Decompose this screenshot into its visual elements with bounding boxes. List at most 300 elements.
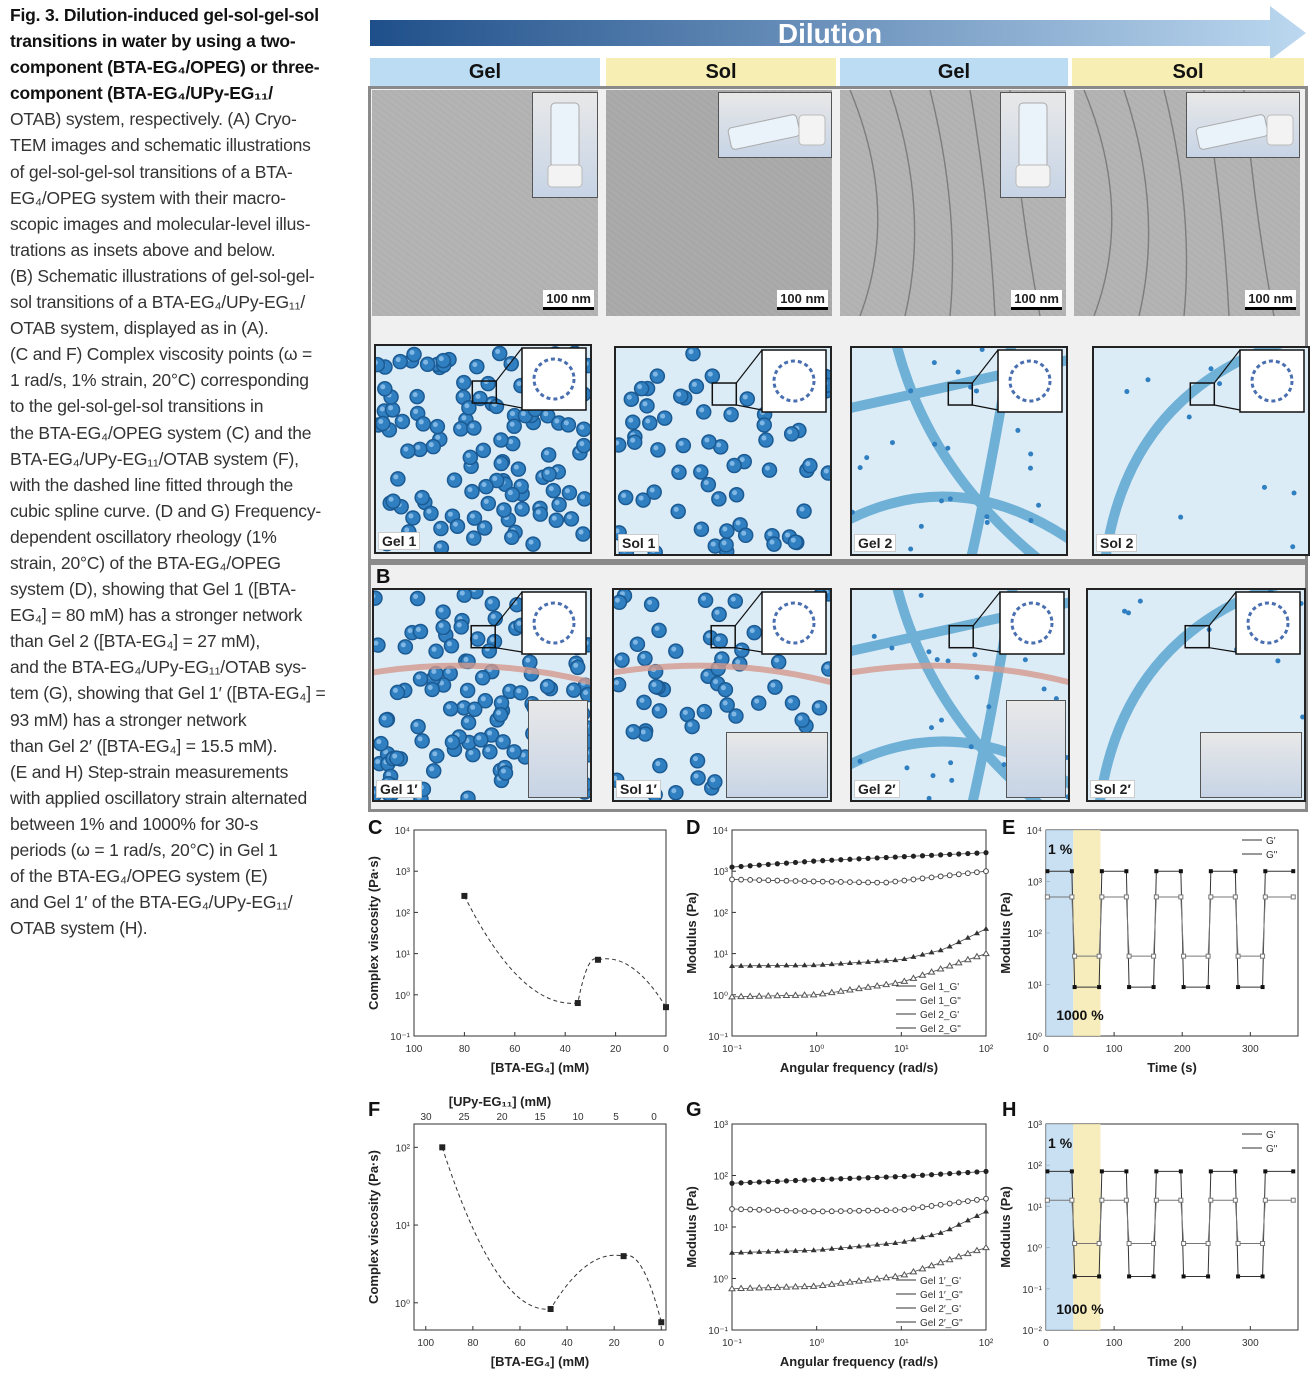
y-axis-label: Complex viscosity (Pa·s) [366, 1150, 381, 1304]
data-point [965, 871, 970, 876]
y-tick-label: 10³ [713, 1120, 728, 1131]
y-tick-label: 10¹ [395, 949, 410, 961]
data-point [775, 1208, 780, 1213]
data-point [1263, 1198, 1267, 1202]
chart-h [998, 1099, 1298, 1369]
caption-line: than Gel 2′ ([BTA-EG₄] = 15.5 mM). [10, 735, 278, 756]
vial-photo-inset [532, 92, 598, 198]
x-tick-label: 0 [1043, 1044, 1049, 1055]
data-point [658, 1319, 664, 1325]
figure-panels [366, 0, 1312, 820]
x-tick-label: 10¹ [894, 1338, 909, 1349]
caption-line: with the dashed line fitted through the [10, 474, 294, 495]
data-point [956, 1200, 961, 1205]
data-point [1124, 869, 1128, 873]
y-axis-label: Complex viscosity (Pa·s) [366, 856, 381, 1010]
data-point [838, 1176, 843, 1181]
x-axis-label: Angular frequency (rad/s) [779, 1354, 939, 1369]
data-point [1045, 1198, 1049, 1202]
data-point [784, 1208, 789, 1213]
data-point [802, 992, 808, 997]
data-point [1206, 1274, 1210, 1278]
phase-label-1: Gel [370, 58, 600, 86]
data-point [920, 1173, 925, 1178]
data-point [829, 858, 834, 863]
x-top-tick-label: 5 [613, 1112, 619, 1123]
y-tick-label: 10⁴ [1026, 826, 1042, 837]
cryo-tem-image-3 [840, 90, 1066, 316]
data-point [893, 1174, 898, 1179]
data-point [775, 878, 780, 883]
state-label: Sol 1′ [616, 780, 661, 798]
a-schematic-3 [850, 346, 1068, 556]
caption-line: BTA-EG₄/UPy-EG₁₁/OTAB system (F), [10, 448, 299, 469]
a-schematic-4 [1092, 346, 1310, 556]
x-axis-label: Angular frequency (rad/s) [779, 1060, 939, 1075]
chart-d [684, 818, 994, 1075]
data-point [729, 1181, 734, 1186]
x-tick-label: 100 [405, 1044, 423, 1055]
y-tick-label: 10¹ [395, 1221, 410, 1233]
data-point [811, 859, 816, 864]
data-point [729, 864, 734, 869]
data-point [1233, 1198, 1237, 1202]
data-point [730, 877, 735, 882]
data-point [738, 994, 744, 999]
data-point [947, 1171, 952, 1176]
data-point [938, 874, 943, 879]
caption-line: the BTA-EG₄/OPEG system (C) and the [10, 422, 312, 443]
data-point [1152, 985, 1156, 989]
x-tick-label: 20 [608, 1338, 620, 1349]
caption-line: OTAB system (H). [10, 918, 148, 939]
legend-entry: G' [1266, 836, 1276, 847]
x-tick-label: 0 [658, 1338, 665, 1349]
data-point [893, 879, 898, 884]
data-point [1100, 895, 1104, 899]
vial-photo-inset [1200, 732, 1302, 798]
caption-line: with applied oscillatory strain alternated [10, 787, 308, 808]
data-point [1152, 1274, 1156, 1278]
data-point [947, 852, 952, 857]
data-point [747, 1285, 753, 1290]
data-point [1152, 1241, 1156, 1245]
b-schematic-2 [612, 588, 832, 802]
data-point [947, 1226, 953, 1231]
chart-panel-letter: H [1002, 1099, 1017, 1121]
data-point [784, 861, 789, 866]
data-point [911, 854, 916, 859]
data-point [766, 1208, 771, 1213]
legend-entry: G" [1266, 850, 1278, 861]
annotation-1pct: 1 % [1048, 841, 1073, 857]
data-point [1179, 869, 1183, 873]
data-point [756, 1285, 762, 1290]
data-point [856, 856, 861, 861]
data-point [766, 878, 771, 883]
data-point [1236, 1274, 1240, 1278]
data-point [829, 1209, 834, 1214]
data-point [774, 963, 780, 968]
data-point [747, 993, 753, 998]
data-point [838, 1209, 843, 1214]
data-point [1124, 895, 1128, 899]
data-point [1124, 1198, 1128, 1202]
data-point [461, 893, 467, 899]
data-point [1097, 985, 1101, 989]
data-point [820, 879, 825, 884]
data-point [748, 1207, 753, 1212]
data-point [1209, 895, 1213, 899]
data-point [884, 855, 889, 860]
data-point [1127, 954, 1131, 958]
dilution-arrow [370, 6, 1306, 60]
data-point [784, 1178, 789, 1183]
data-point [838, 880, 843, 885]
data-point [1070, 895, 1074, 899]
y-tick-label: 10⁰ [394, 1298, 410, 1310]
data-point [793, 860, 798, 865]
caption-line: trations as insets above and below. [10, 239, 276, 260]
data-point [621, 1253, 627, 1259]
legend-entry: Gel 1_G" [920, 996, 961, 1007]
data-point [938, 1202, 943, 1207]
state-label: Gel 1′ [376, 780, 422, 798]
data-point [783, 993, 789, 998]
data-point [774, 1284, 780, 1289]
scale-bar: 100 nm [1011, 290, 1062, 310]
schematic-drawing [376, 346, 590, 552]
data-point [983, 951, 989, 956]
caption-line: EG₄] = 80 mM) has a stronger network [10, 605, 303, 626]
x-tick-label: 10⁰ [809, 1338, 825, 1349]
legend-entry: Gel 1′_G' [920, 1276, 962, 1287]
vial-photo-inset [528, 700, 588, 798]
charts-area [366, 818, 1312, 1374]
data-point [920, 876, 925, 881]
scale-bar: 100 nm [777, 290, 828, 310]
data-point [857, 880, 862, 885]
caption-line: of gel-sol-gel-sol transitions of a BTA- [10, 161, 293, 182]
x-tick-label: 10⁻¹ [722, 1044, 742, 1055]
data-point [802, 1248, 808, 1253]
data-point [965, 1170, 970, 1175]
chart-panel-letter: D [686, 818, 701, 839]
data-point [1073, 1241, 1077, 1245]
data-point [929, 1172, 934, 1177]
legend-entry: Gel 2_G" [920, 1024, 961, 1035]
data-point [811, 1209, 816, 1214]
data-point [1045, 869, 1049, 873]
data-point [1291, 1198, 1295, 1202]
y-tick-label: 10⁻¹ [1022, 1284, 1042, 1296]
y-tick-label: 10² [713, 1171, 728, 1183]
data-point [875, 1175, 880, 1180]
data-point [1179, 895, 1183, 899]
data-point [1236, 954, 1240, 958]
caption-line: between 1% and 1000% for 30-s [10, 813, 259, 834]
data-point [793, 1209, 798, 1214]
data-point [1182, 1274, 1186, 1278]
data-point [911, 1206, 916, 1211]
schematic-drawing [852, 348, 1066, 554]
data-point [902, 1174, 907, 1179]
caption-line: (E and H) Step-strain measurements [10, 761, 289, 782]
data-point [784, 878, 789, 883]
data-point [747, 1249, 753, 1254]
cryo-tem-image-4 [1074, 90, 1300, 316]
caption-line: strain, 20°C) of the BTA-EG₄/OPEG [10, 552, 281, 573]
data-point [965, 851, 970, 856]
data-point [875, 855, 880, 860]
y-tick-label: 10⁴ [394, 826, 410, 837]
data-point [1261, 985, 1265, 989]
data-point [975, 870, 980, 875]
data-point [875, 1208, 880, 1213]
data-point [757, 878, 762, 883]
data-point [729, 963, 735, 968]
data-point [1233, 869, 1237, 873]
data-point [893, 854, 898, 859]
data-point [1263, 1169, 1267, 1173]
data-point [1097, 1241, 1101, 1245]
data-point [983, 926, 989, 931]
data-point [911, 877, 916, 882]
x-top-tick-label: 10 [572, 1112, 584, 1123]
y-tick-label: 10⁻² [1022, 1326, 1042, 1337]
data-point [956, 939, 962, 944]
state-label: Gel 2′ [854, 780, 900, 798]
data-point [947, 1201, 952, 1206]
vial-icon [1001, 93, 1065, 197]
data-point [811, 879, 816, 884]
state-label: Gel 1 [378, 532, 420, 550]
data-point [1261, 1274, 1265, 1278]
data-point [793, 962, 799, 967]
x-top-axis-label: [UPy-EG₁₁] (mM) [448, 1094, 552, 1109]
data-point [1073, 985, 1077, 989]
caption-line: sol transitions of a BTA-EG₄/UPy-EG₁₁/ [10, 292, 306, 313]
data-point [866, 880, 871, 885]
data-point [663, 1004, 669, 1010]
state-label: Sol 2 [1096, 534, 1137, 552]
data-point [1206, 954, 1210, 958]
y-tick-label: 10³ [1027, 1120, 1042, 1131]
data-point [938, 1172, 943, 1177]
x-top-tick-label: 15 [534, 1112, 546, 1123]
data-point [748, 877, 753, 882]
data-point [1261, 954, 1265, 958]
annotation-1pct: 1 % [1048, 1135, 1073, 1151]
y-axis-label: Modulus (Pa) [998, 892, 1013, 974]
x-tick-label: 10² [978, 1338, 994, 1349]
x-tick-label: 300 [1241, 1044, 1259, 1055]
caption-line: transitions in water by using a two- [10, 31, 296, 52]
data-point [793, 879, 798, 884]
data-point [439, 1144, 445, 1150]
legend-entry: Gel 1_G' [920, 982, 960, 993]
vial-photo-inset [1186, 92, 1300, 158]
data-point [783, 962, 789, 967]
data-point [938, 852, 943, 857]
state-label: Sol 2′ [1090, 780, 1135, 798]
x-tick-label: 40 [561, 1338, 573, 1349]
schematic-drawing [1094, 348, 1308, 554]
legend-entry: Gel 2′_G" [920, 1318, 963, 1329]
data-point [1182, 954, 1186, 958]
b-schematic-1 [372, 588, 592, 802]
data-point [1100, 1169, 1104, 1173]
y-tick-label: 10⁰ [712, 990, 728, 1002]
data-point [1154, 1169, 1158, 1173]
data-point [1152, 954, 1156, 958]
data-point [765, 963, 771, 968]
caption-line: dependent oscillatory rheology (1% [10, 526, 277, 547]
spline-fit [442, 1147, 661, 1322]
data-point [1127, 1274, 1131, 1278]
data-point [756, 1249, 762, 1254]
data-point [1291, 1169, 1295, 1173]
x-tick-label: 80 [467, 1338, 479, 1349]
data-point [857, 1208, 862, 1213]
data-point [838, 857, 843, 862]
y-tick-label: 10⁰ [394, 990, 410, 1002]
caption-line: 1 rad/s, 1% strain, 20°C) corresponding [10, 370, 309, 391]
data-point [902, 854, 907, 859]
data-point [783, 1284, 789, 1289]
x-top-tick-label: 30 [420, 1112, 432, 1123]
data-point [747, 963, 753, 968]
data-point [847, 1176, 852, 1181]
spline-fit [464, 896, 666, 1007]
scale-bar: 100 nm [543, 290, 594, 310]
x-tick-label: 100 [1105, 1044, 1123, 1055]
x-tick-label: 40 [559, 1044, 571, 1055]
y-tick-label: 10² [1027, 929, 1042, 940]
data-point [1127, 985, 1131, 989]
data-point [1045, 895, 1049, 899]
data-point [820, 1177, 825, 1182]
data-point [1291, 869, 1295, 873]
y-tick-label: 10¹ [1027, 1202, 1042, 1214]
data-point [956, 851, 961, 856]
data-point [1045, 1169, 1049, 1173]
caption-line: component (BTA-EG₄/UPy-EG₁₁/ [10, 83, 273, 104]
data-point [738, 963, 744, 968]
data-point [757, 1179, 762, 1184]
data-point [974, 1169, 979, 1174]
data-point [965, 1199, 970, 1204]
data-point [1209, 1198, 1213, 1202]
data-point [820, 1209, 825, 1214]
data-point [956, 1222, 962, 1227]
x-tick-label: 100 [1105, 1338, 1123, 1349]
data-point [793, 1284, 799, 1289]
x-tick-label: 10² [978, 1044, 994, 1055]
x-tick-label: 0 [1043, 1338, 1049, 1349]
data-point [775, 861, 780, 866]
data-point [548, 1306, 554, 1312]
data-point [811, 962, 817, 967]
data-point [1073, 954, 1077, 958]
data-point [856, 1175, 861, 1180]
y-tick-label: 10² [1027, 1161, 1042, 1173]
data-point [893, 1208, 898, 1213]
data-point [1209, 869, 1213, 873]
phase-label-4: Sol [1072, 58, 1304, 86]
y-tick-label: 10¹ [713, 1223, 728, 1234]
figure-caption [10, 2, 342, 941]
data-point [956, 872, 961, 877]
data-point [1100, 1198, 1104, 1202]
data-point [965, 935, 971, 940]
caption-line: Fig. 3. Dilution-induced gel-sol-gel-sol [10, 5, 319, 25]
data-point [984, 1196, 989, 1201]
caption-line: EG₄/OPEG system with their macro- [10, 187, 286, 208]
data-point [1206, 1241, 1210, 1245]
y-tick-label: 10³ [713, 867, 728, 879]
data-point [829, 1176, 834, 1181]
data-point [1124, 1169, 1128, 1173]
data-point [739, 877, 744, 882]
chart-g [684, 1099, 994, 1369]
data-point [1233, 1169, 1237, 1173]
chart-panel-letter: G [686, 1099, 702, 1121]
caption-line: to the gel-sol-gel-sol transitions in [10, 396, 264, 417]
data-point [1070, 1198, 1074, 1202]
data-point [775, 1179, 780, 1184]
x-axis-label: Time (s) [1147, 1354, 1197, 1369]
data-point [983, 850, 988, 855]
caption-line: OTAB) system, respectively. (A) Cryo- [10, 109, 297, 130]
x-tick-label: 100 [417, 1338, 435, 1349]
annotation-1000pct: 1000 % [1056, 1007, 1104, 1023]
data-point [729, 1250, 735, 1255]
data-point [984, 869, 989, 874]
scale-bar: 100 nm [1245, 290, 1296, 310]
data-point [974, 851, 979, 856]
vial-photo-inset [1000, 92, 1066, 198]
data-point [793, 1178, 798, 1183]
caption-line: tem (G), showing that Gel 1′ ([BTA-EG₄] = [10, 683, 326, 704]
chart-c [366, 818, 669, 1075]
panel-b-letter: B [376, 566, 391, 588]
y-axis-label: Modulus (Pa) [684, 1186, 699, 1268]
data-point [920, 853, 925, 858]
y-tick-label: 10² [395, 1143, 410, 1155]
data-point [595, 957, 601, 963]
caption-line: TEM images and schematic illustrations [10, 135, 311, 156]
x-axis-label: [BTA-EG₄] (mM) [490, 1060, 590, 1075]
data-point [793, 992, 799, 997]
y-tick-label: 10³ [1027, 877, 1042, 889]
x-top-tick-label: 20 [496, 1112, 508, 1123]
cryo-tem-image-2 [606, 90, 832, 316]
data-point [765, 1285, 771, 1290]
data-point [802, 1178, 807, 1183]
data-point [1154, 895, 1158, 899]
legend-entry: Gel 2_G' [920, 1010, 960, 1021]
data-point [947, 944, 953, 949]
data-point [884, 1174, 889, 1179]
x-tick-label: 80 [458, 1044, 470, 1055]
x-tick-label: 10¹ [894, 1044, 909, 1055]
data-point [1291, 895, 1295, 899]
a-schematic-1 [374, 344, 592, 554]
data-point [575, 1000, 581, 1006]
state-label: Sol 1 [618, 534, 659, 552]
data-point [765, 1249, 771, 1254]
